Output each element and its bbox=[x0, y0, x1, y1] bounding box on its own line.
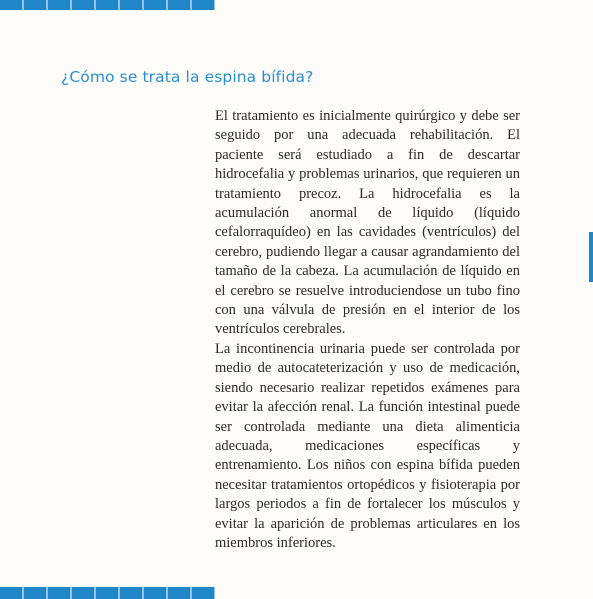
paragraph-treatment: El tratamiento es inicialmente quirúrgico y debe ser seguido por una adecuada rehabilitación. El paciente será estudiado a fin de descartar hidrocefalia y problemas urinarios, que requieren un tratamiento precoz. La hidrocefalia es la acumulación anormal de líquido (líquido cefalorraquídeo) en las cavidades (ventrículos) del cerebro, pudiendo llegar a causar agrandamiento del tamaño de la cabeza. La acumulación de líquido en el cerebro se resuelve introduciendose un tubo fino con una válvula de presión en el interior de los ventrículos cerebrales. bbox=[215, 108, 520, 338]
paragraph-incontinence: La incontinencia urinaria puede ser controlada por medio de autocateterización y uso de medicación, siendo necesario realizar repetidos exámenes para evitar la afección renal. La función intestinal puede ser controlada mediante una dieta alimenticia adecuada, medicaciones específicas y entrenamiento. Los niños con espina bífida pueden necesitar tratamientos ortopédicos y fisioterapia por largos periodos a fin de fortalecer los músculos y evitar la aparición de problemas articulares en los miembros inferiores. bbox=[215, 340, 520, 551]
page-heading: ¿Cómo se trata la espina bífida? bbox=[61, 68, 314, 86]
right-edge-accent bbox=[589, 232, 593, 282]
bottom-decorative-strip bbox=[0, 587, 215, 599]
top-decorative-strip bbox=[0, 0, 215, 10]
body-text bbox=[215, 107, 520, 553]
